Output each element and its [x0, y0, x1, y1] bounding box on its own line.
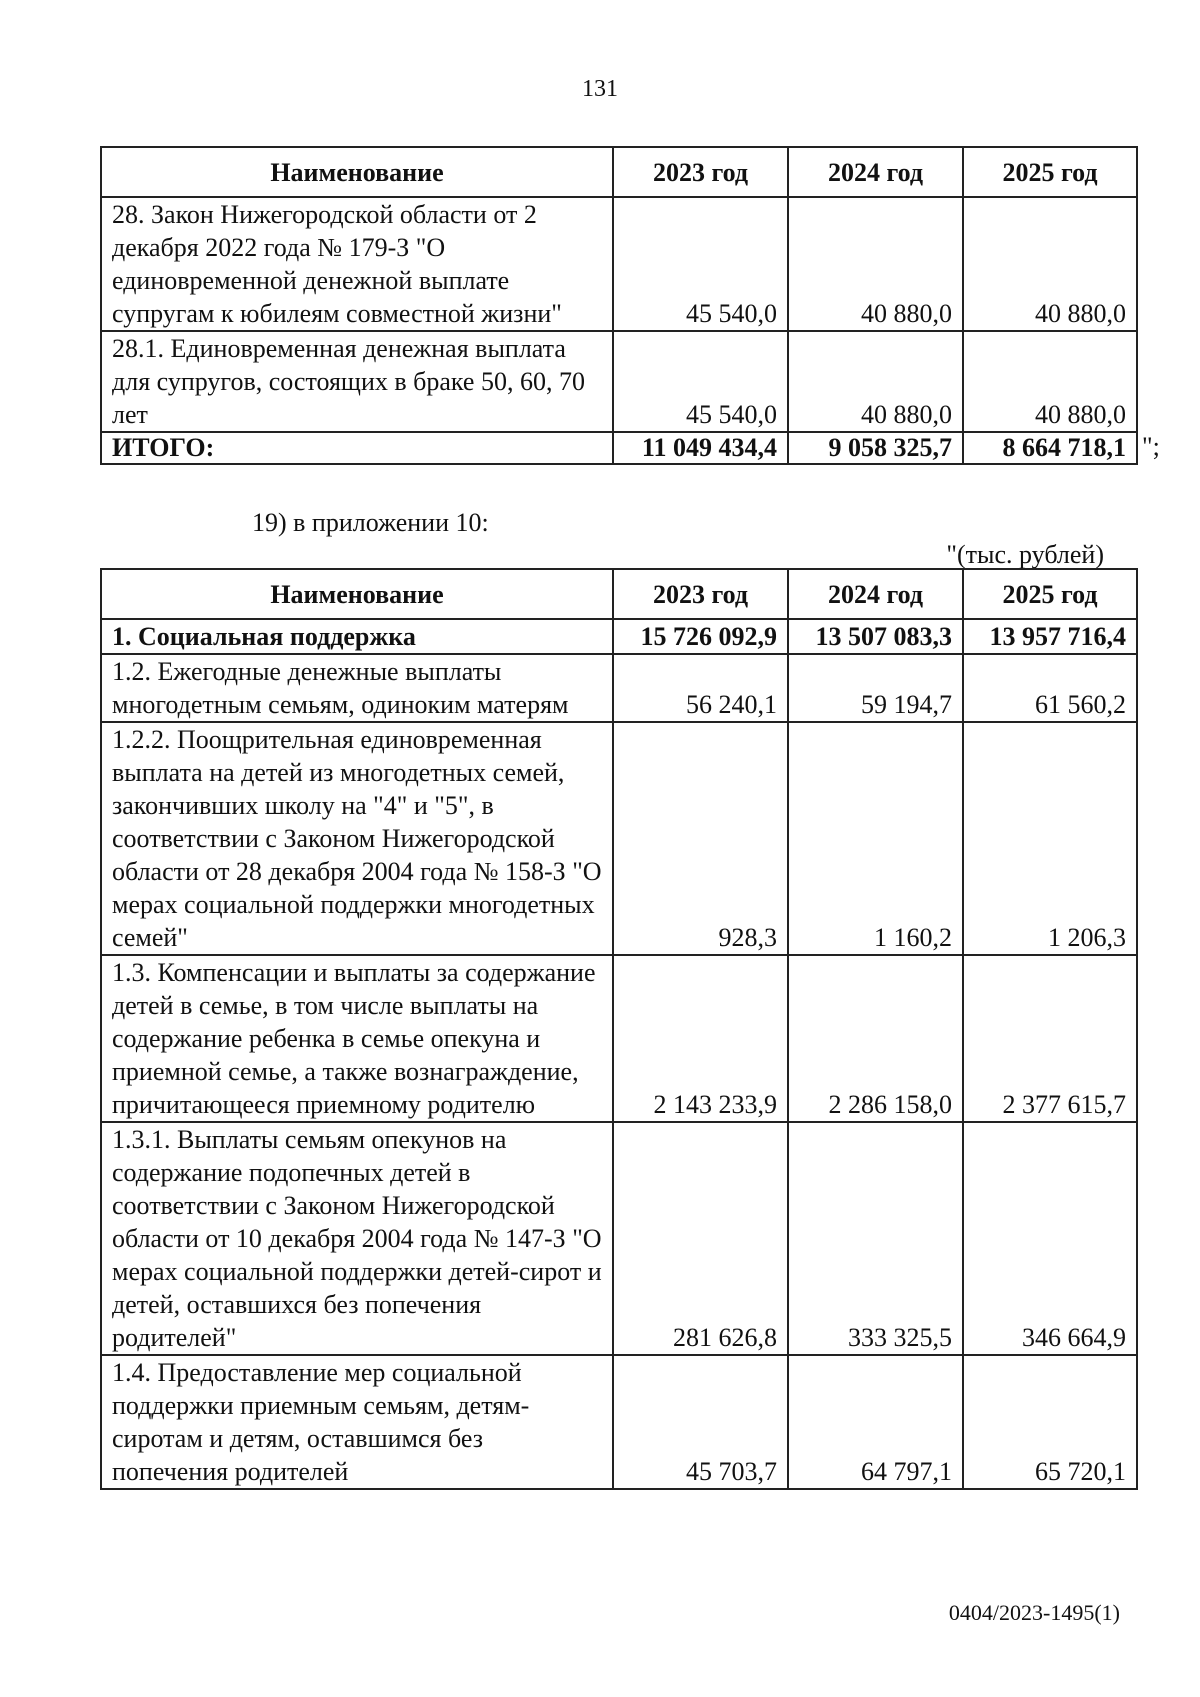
- row-value-2023: 45 540,0: [613, 331, 788, 432]
- page-number: 131: [582, 76, 618, 102]
- table-row: [101, 1355, 1137, 1489]
- row-name: 1.3.1. Выплаты семьям опекунов на содержание подопечных детей в соответствии с Законом Нижегородской области от 10 декабря 2004 года № 147-З "О мерах социальной поддержки детей-сирот и детей, оставшихся без попечения родителей": [101, 1122, 613, 1355]
- header-2024: 2024 год: [788, 147, 963, 197]
- row-name: 1.4. Предоставление мер социальной поддержки приемным семьям, детям-сиротам и детям, оставшимся без попечения родителей: [101, 1355, 613, 1489]
- section-name: 1. Социальная поддержка: [101, 619, 613, 654]
- table-row: [101, 654, 1137, 722]
- row-name: 28. Закон Нижегородской области от 2 декабря 2022 года № 179-З "О единовременной денежной выплате супругам к юбилеям совместной жизни": [101, 197, 613, 331]
- table-row: [101, 955, 1137, 1122]
- row-value-2024: 1 160,2: [788, 722, 963, 955]
- total-2024: 9 058 325,7: [788, 432, 963, 464]
- table-row: [101, 1122, 1137, 1355]
- row-name: 1.3. Компенсации и выплаты за содержание детей в семье, в том числе выплаты на содержание ребенка в семье опекуна и приемной семье, а также вознаграждение, причитающееся приемному родителю: [101, 955, 613, 1122]
- row-value-2024: 64 797,1: [788, 1355, 963, 1489]
- header-2024: 2024 год: [788, 569, 963, 619]
- section-2024: 13 507 083,3: [788, 619, 963, 654]
- item-19-heading: 19) в приложении 10:: [252, 508, 489, 537]
- row-value-2023: 45 540,0: [613, 197, 788, 331]
- table-row: [101, 722, 1137, 955]
- document-code: 0404/2023-1495(1): [948, 1600, 1120, 1625]
- row-name: 1.2. Ежегодные денежные выплаты многодетным семьям, одиноким матерям: [101, 654, 613, 722]
- total-2023: 11 049 434,4: [613, 432, 788, 464]
- row-value-2024: 2 286 158,0: [788, 955, 963, 1122]
- header-2025: 2025 год: [963, 147, 1137, 197]
- table-row: [101, 331, 1137, 432]
- total-label: ИТОГО:: [101, 432, 613, 464]
- section-row: [101, 619, 1137, 654]
- row-value-2025: 40 880,0: [963, 331, 1137, 432]
- units-label: "(тыс. рублей): [946, 540, 1104, 569]
- table-row: [101, 197, 1137, 331]
- row-value-2025: 40 880,0: [963, 197, 1137, 331]
- section-2025: 13 957 716,4: [963, 619, 1137, 654]
- row-name: 1.2.2. Поощрительная единовременная выплата на детей из многодетных семей, закончивших школу на "4" и "5", в соответствии с Законом Нижегородской области от 28 декабря 2004 года № 158-З "О мерах социальной поддержки многодетных семей": [101, 722, 613, 955]
- row-value-2023: 56 240,1: [613, 654, 788, 722]
- budget-table-2: [100, 568, 1138, 1490]
- header-2023: 2023 год: [613, 569, 788, 619]
- section-2023: 15 726 092,9: [613, 619, 788, 654]
- header-name: Наименование: [101, 147, 613, 197]
- header-2025: 2025 год: [963, 569, 1137, 619]
- header-2023: 2023 год: [613, 147, 788, 197]
- budget-table-1: [100, 146, 1138, 465]
- row-value-2023: 45 703,7: [613, 1355, 788, 1489]
- row-value-2024: 40 880,0: [788, 331, 963, 432]
- row-name: 28.1. Единовременная денежная выплата для супругов, состоящих в браке 50, 60, 70 лет: [101, 331, 613, 432]
- row-value-2025: 2 377 615,7: [963, 955, 1137, 1122]
- table-header-row: [101, 147, 1137, 197]
- row-value-2025: 65 720,1: [963, 1355, 1137, 1489]
- total-2025: 8 664 718,1: [963, 432, 1137, 464]
- row-value-2023: 2 143 233,9: [613, 955, 788, 1122]
- row-value-2023: 281 626,8: [613, 1122, 788, 1355]
- table-header-row: [101, 569, 1137, 619]
- row-value-2025: 1 206,3: [963, 722, 1137, 955]
- header-name: Наименование: [101, 569, 613, 619]
- row-value-2025: 346 664,9: [963, 1122, 1137, 1355]
- row-value-2024: 333 325,5: [788, 1122, 963, 1355]
- closing-quote-mark: ";: [1142, 432, 1160, 461]
- total-row: [101, 432, 1137, 464]
- row-value-2023: 928,3: [613, 722, 788, 955]
- row-value-2024: 59 194,7: [788, 654, 963, 722]
- row-value-2025: 61 560,2: [963, 654, 1137, 722]
- row-value-2024: 40 880,0: [788, 197, 963, 331]
